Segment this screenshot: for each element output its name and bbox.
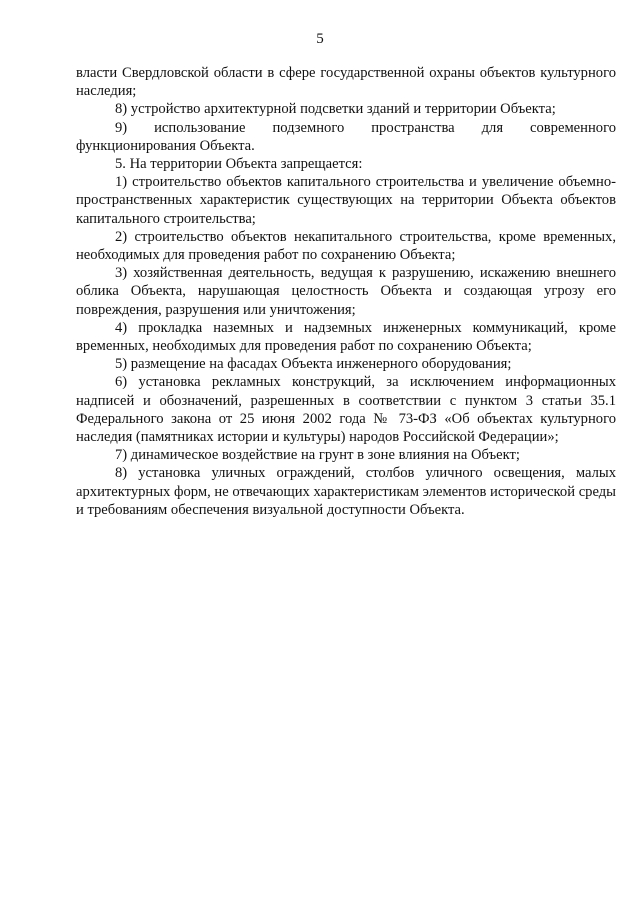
document-body [76,64,616,519]
prohibition-item-1: 1) строительство объектов капитального строительства и увеличение объемно-пространственных характеристик существующих на территории Объекта объектов капитального строительства; [76,174,616,227]
list-item-9-underground-space: 9) использование подземного пространства для современного функционирования Объекта. [76,119,616,154]
prohibition-item-7: 7) динамическое воздействие на грунт в зоне влияния на Объект; [115,447,520,464]
prohibition-item-4: 4) прокладка наземных и надземных инженерных коммуникаций, кроме временных, необходимых для проведения работ по сохранению Объекта; [76,319,616,355]
prohibition-item-8: 8) установка уличных ограждений, столбов уличного освещения, малых архитектурных форм, не отвечающих характеристикам элементов исторической среды и требованиям обеспечения визуальной доступности Объекта. [76,465,616,518]
paragraph-continuation: власти Свердловской области в сфере государственной охраны объектов культурного наследия; [76,65,616,100]
prohibition-item-3: 3) хозяйственная деятельность, ведущая к разрушению, искажению внешнего облика Объекта, нарушающая целостность Объекта и создающая угрозу его повреждения, разрушения или уничтожения; [76,265,616,318]
page-number: 5 [316,31,324,47]
prohibition-item-2: 2) строительство объектов некапитального строительства, кроме временных, необходимых для проведения работ по сохранению Объекта; [76,228,616,264]
prohibition-item-5: 5) размещение на фасадах Объекта инженерного оборудования; [115,356,512,373]
section-5-heading: 5. На территории Объекта запрещается: [115,156,363,173]
prohibition-item-6: 6) установка рекламных конструкций, за исключением информационных надписей и обозначений, разрешенных в соответствии с пунктом 3 статьи 35.1 Федерального закона от 25 июня 2002 года № 73-ФЗ «Об объектах культурного наследия (памятниках истории и культуры) народов Российской Федерации»; [76,374,616,446]
list-item-8-lighting: 8) устройство архитектурной подсветки зданий и территории Объекта; [115,101,556,118]
